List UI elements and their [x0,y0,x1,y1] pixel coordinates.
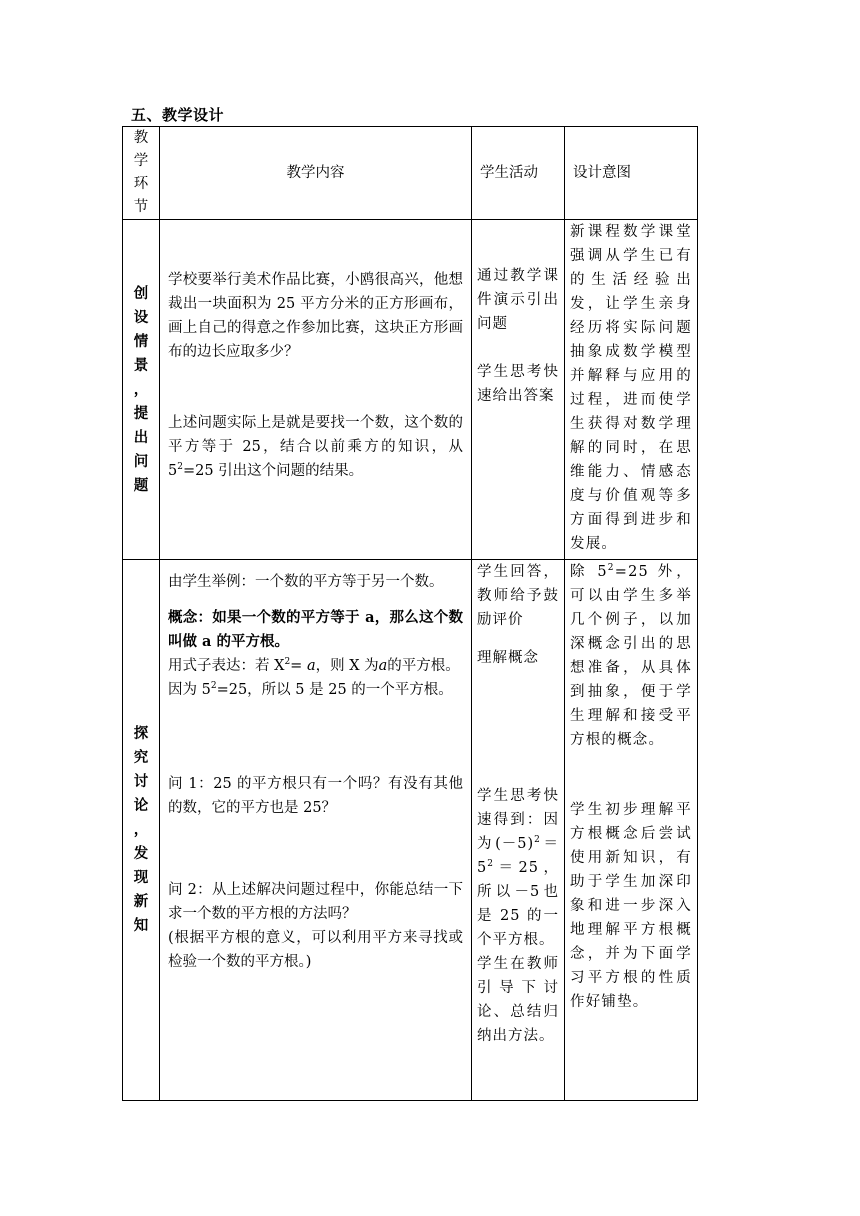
stage-char: 出 [133,428,149,446]
stage-char: 究 [133,749,149,766]
stage-char: 论 [133,797,149,814]
stage-char: 景 [133,356,149,374]
content-cell-create-situation [160,220,472,560]
activity-cell-create-situation [472,220,565,560]
activity-demo: 通过教学课件演示引出问题 [477,268,559,332]
example-text: 由学生举例：一个数的平方等于另一个数。 [168,574,444,590]
problem-text: 学校要举行美术作品比赛，小鸥很高兴，他想裁出一块面积为 25 平方分米的正方形画布，画上自己的得意之作参加比赛，这块正方形画布的边长应取多少？ [168,272,463,360]
header-stage-char: 节 [133,199,149,215]
stage-cell-explore-discuss [123,560,160,1101]
row-explore-discuss [123,560,698,1101]
header-row [123,127,698,220]
question-1: 问 1：25 的平方根只有一个吗？有没有其他的数，它的平方也是 25？ [168,776,463,816]
stage-char: 设 [133,308,149,326]
formula-text: 用式子表达：若 $X^2= a$，则 X 为a的平方根。 [168,657,460,674]
content-cell-explore-discuss [160,560,472,1101]
stage-char: ， [133,821,149,838]
stage-char: 讨 [133,773,149,790]
activity-understand: 理解概念 [477,650,539,666]
question-2: 问 2：从上述解决问题过程中，你能总结一下求一个数的平方根的方法吗？ [168,882,463,922]
analysis-text: 上述问题实际上是就是要找一个数，这个数的平方等于 25，结合以前乘方的知识，从 $5^2=25$ 引出这个问题的结果。 [168,415,463,479]
header-stage-char: 教 [133,130,149,146]
stage-char: 发 [133,845,149,862]
row-create-situation [123,220,698,560]
intent-text-1: 除 $5^2=25$ 外，可以由学生多举几个例子，以加深概念引出的思想准备，从具体到抽象，便于学生理解和接受平方根的概念。 [570,563,692,748]
because-text: 因为 $5^2=25$，所以 5 是 25 的一个平方根。 [168,681,453,698]
header-activity: 学生活动 [472,127,565,220]
activity-answer: 学生回答，教师给予鼓励评价 [477,564,559,628]
stage-char: 现 [133,869,149,886]
stage-char: ， [133,380,149,398]
header-stage-char: 环 [133,176,149,192]
stage-char: 新 [133,893,149,910]
stage-char: 探 [133,725,149,742]
activity-reason: 学生思考快速得到：因为$(-5)^2=5^2=25$，所以－5也是 25 的一个平方根。 [477,788,559,948]
header-stage-char: 学 [133,153,149,169]
stage-cell-create-situation [123,220,160,560]
section-title: 五、教学设计 [131,106,225,124]
stage-char: 题 [133,476,149,494]
stage-char: 问 [133,452,149,470]
intent-text: 新课程数学课堂强调从学生已有的生活经验出发，让学生亲身经历将实际问题抽象成数学模型并解释与应用的过程，进而使学生获得对数学理解的同时，在思维能力、情感态度与价值观等多方面得到进步和发展。 [570,224,692,552]
question-2-note: (根据平方根的意义，可以利用平方来寻找或检验一个数的平方根。) [168,930,463,970]
header-stage-cell [123,127,160,220]
stage-char: 创 [133,284,149,302]
stage-char: 提 [133,404,149,422]
activity-summarize: 学生在教师引导下讨论、总结归纳出方法。 [477,956,559,1044]
teaching-design-table [122,126,698,1101]
activity-cell-explore-discuss [472,560,565,1101]
intent-text-2: 学生初步理解平方根概念后尝试使用新知识，有助于学生加深印象和进一步深入地理解平方根概念，并为下面学习平方根的性质作好铺垫。 [570,802,692,1010]
intent-cell-create-situation [565,220,698,560]
concept-text: 概念：如果一个数的平方等于 a，那么这个数叫做 a 的平方根。 [168,609,463,650]
stage-char: 情 [133,332,149,350]
header-intent: 设计意图 [565,127,698,220]
stage-char: 知 [133,917,149,934]
header-content: 教学内容 [160,127,472,220]
intent-cell-explore-discuss [565,560,698,1101]
activity-think: 学生思考快速给出答案 [477,364,559,404]
